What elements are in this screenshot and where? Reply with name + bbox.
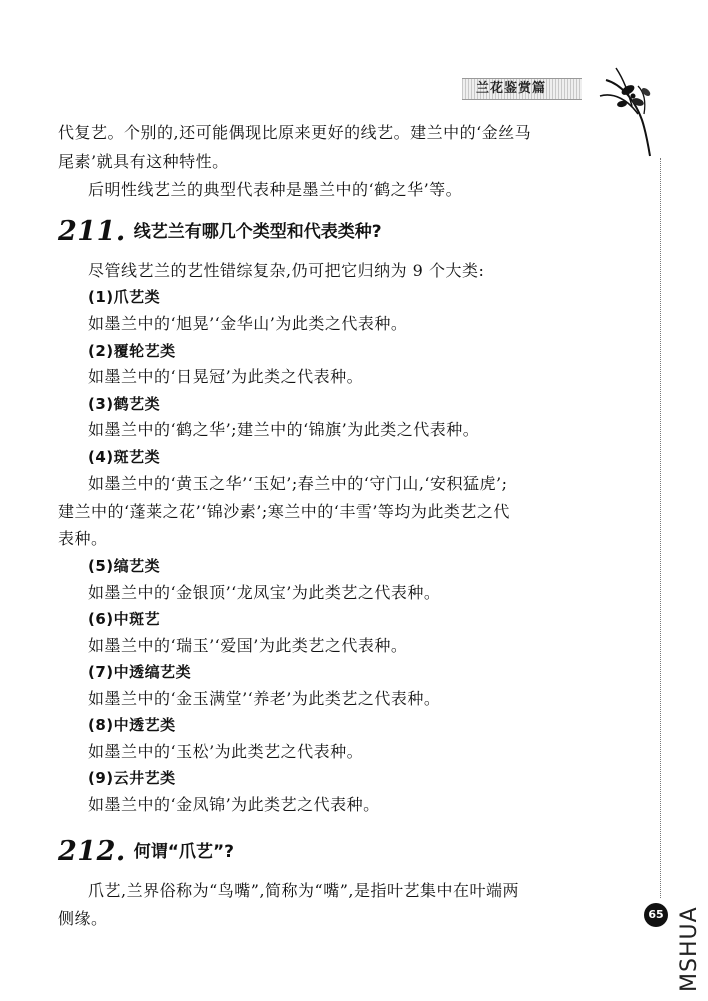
question-intro: 尽管线艺兰的艺性错综复杂,仍可把它归纳为 9 个大类: xyxy=(88,261,485,280)
category-label: (5)缟艺类 xyxy=(88,557,161,575)
question-211-heading xyxy=(58,216,382,247)
category-text: 如墨兰中的‘金玉满堂’‘养老’为此类艺之代表种。 xyxy=(88,689,441,708)
category-text: 如墨兰中的‘金凤锦’为此类艺之代表种。 xyxy=(88,795,380,814)
category-label: (3)鹤艺类 xyxy=(88,395,161,413)
paragraph-line: 后明性线艺兰的典型代表种是墨兰中的‘鹤之华’等。 xyxy=(88,180,463,199)
category-text: 表种。 xyxy=(58,529,108,548)
question-212-heading xyxy=(58,836,234,867)
paragraph-line: 爪艺,兰界俗称为“鸟嘴”,简称为“嘴”,是指叶艺集中在叶端两 xyxy=(88,881,519,900)
question-title: 何谓“爪艺”? xyxy=(133,842,234,862)
category-text: 如墨兰中的‘旭晃’‘金华山’为此类之代表种。 xyxy=(88,314,408,333)
paragraph-line: 尾素’就具有这种特性。 xyxy=(58,152,229,171)
category-text: 建兰中的‘蓬莱之花’‘锦沙素’;寒兰中的‘丰雪’等均为此类艺之代 xyxy=(58,502,510,521)
category-text: 如墨兰中的‘鹤之华’;建兰中的‘锦旗’为此类之代表种。 xyxy=(88,420,480,439)
svg-text:MSHUA: MSHUA xyxy=(677,906,702,992)
category-label: (4)斑艺类 xyxy=(88,448,161,466)
page-number-badge: 65 xyxy=(644,903,668,927)
watermark-logo xyxy=(676,884,702,994)
category-label: (1)爪艺类 xyxy=(88,288,161,306)
category-label: (2)覆轮艺类 xyxy=(88,342,176,360)
category-text: 如墨兰中的‘日晃冠’为此类之代表种。 xyxy=(88,367,364,386)
category-text: 如墨兰中的‘玉松’为此类艺之代表种。 xyxy=(88,742,364,761)
category-label: (9)云井艺类 xyxy=(88,769,176,787)
question-number: 212. xyxy=(58,836,126,867)
question-title: 线艺兰有哪几个类型和代表类种? xyxy=(133,222,382,242)
paragraph-line: 代复艺。个别的,还可能偶现比原来更好的线艺。建兰中的‘金丝马 xyxy=(58,123,532,142)
category-text: 如墨兰中的‘金银顶’‘龙凤宝’为此类艺之代表种。 xyxy=(88,583,441,602)
question-number: 211. xyxy=(58,216,126,247)
category-label: (7)中透缟艺类 xyxy=(88,663,192,681)
section-header-label: 兰花鉴赏篇 xyxy=(462,78,582,100)
category-text: 如墨兰中的‘黄玉之华’‘玉妃’;春兰中的‘守门山,‘安积猛虎’; xyxy=(88,474,508,493)
category-label: (8)中透艺类 xyxy=(88,716,176,734)
category-text: 如墨兰中的‘瑞玉’‘爱国’为此类艺之代表种。 xyxy=(88,636,408,655)
paragraph-line: 侧缘。 xyxy=(58,909,108,928)
category-label: (6)中斑艺 xyxy=(88,610,161,628)
